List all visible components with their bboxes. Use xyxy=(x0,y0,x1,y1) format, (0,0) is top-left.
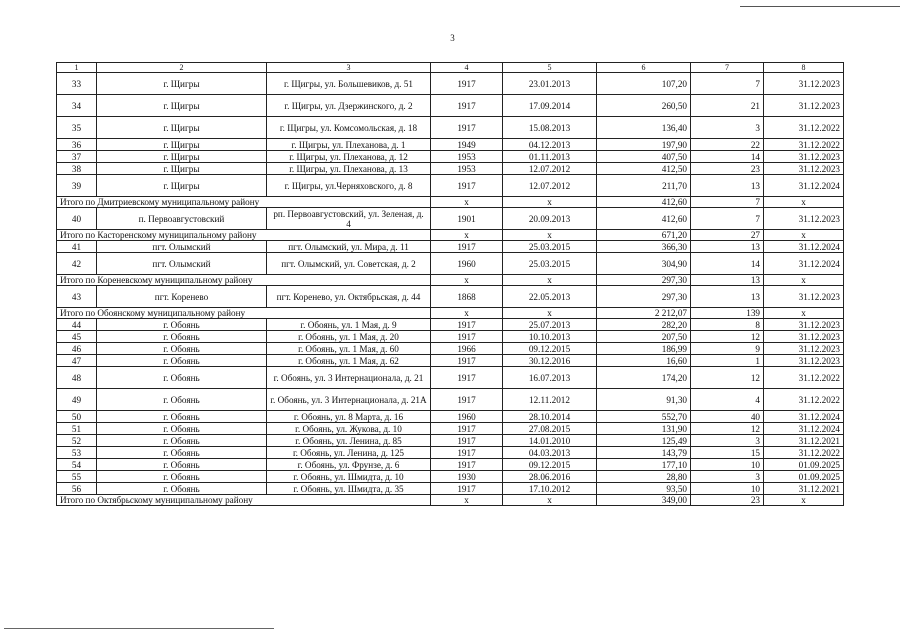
row-number: 48 xyxy=(57,367,97,389)
deadline: 31.12.2024 xyxy=(764,175,844,197)
inclusion-date: 12.07.2012 xyxy=(503,163,597,175)
area: 412,60 xyxy=(597,208,691,230)
total-deadline: x xyxy=(764,275,844,286)
table-row xyxy=(57,95,844,117)
municipality: г. Обоянь xyxy=(97,459,267,471)
municipality: г. Обоянь xyxy=(97,389,267,411)
build-year: 1917 xyxy=(431,423,503,435)
row-number: 41 xyxy=(57,241,97,253)
row-number: 40 xyxy=(57,208,97,230)
municipality: г. Обоянь xyxy=(97,355,267,367)
address: г. Щигры, ул.Черняховского, д. 8 xyxy=(267,175,431,197)
total-area: 349,00 xyxy=(597,495,691,506)
inclusion-date: 23.01.2013 xyxy=(503,73,597,95)
inclusion-date: 20.09.2013 xyxy=(503,208,597,230)
inclusion-date: 12.07.2012 xyxy=(503,175,597,197)
address: г. Обоянь, ул. 1 Мая, д. 60 xyxy=(267,343,431,355)
area: 407,50 xyxy=(597,151,691,163)
deadline: 31.12.2023 xyxy=(764,355,844,367)
inclusion-date: 12.11.2012 xyxy=(503,389,597,411)
build-year: 1917 xyxy=(431,459,503,471)
area: 143,79 xyxy=(597,447,691,459)
inclusion-date: 25.07.2013 xyxy=(503,319,597,331)
total-residents: 23 xyxy=(691,495,764,506)
inclusion-date: 01.11.2013 xyxy=(503,151,597,163)
table-row xyxy=(57,343,844,355)
municipality: г. Обоянь xyxy=(97,435,267,447)
total-year: x xyxy=(431,230,503,241)
address: г. Щигры, ул. Плеханова, д. 1 xyxy=(267,139,431,151)
residents-count: 13 xyxy=(691,286,764,308)
district-total-row xyxy=(57,197,844,208)
inclusion-date: 27.08.2015 xyxy=(503,423,597,435)
header-cell: 3 xyxy=(267,63,431,73)
table-row xyxy=(57,117,844,139)
municipality: пгт. Коренево xyxy=(97,286,267,308)
inclusion-date: 28.10.2014 xyxy=(503,411,597,423)
total-residents: 139 xyxy=(691,308,764,319)
row-number: 53 xyxy=(57,447,97,459)
build-year: 1917 xyxy=(431,95,503,117)
residents-count: 12 xyxy=(691,423,764,435)
build-year: 1930 xyxy=(431,471,503,483)
area: 211,70 xyxy=(597,175,691,197)
total-date: x xyxy=(503,230,597,241)
municipality: г. Щигры xyxy=(97,151,267,163)
deadline: 01.09.2025 xyxy=(764,459,844,471)
table-row xyxy=(57,331,844,343)
residents-count: 13 xyxy=(691,241,764,253)
inclusion-date: 15.08.2013 xyxy=(503,117,597,139)
deadline: 31.12.2024 xyxy=(764,423,844,435)
total-area: 2 212,07 xyxy=(597,308,691,319)
residents-count: 21 xyxy=(691,95,764,117)
address: пгт. Олымский, ул. Советская, д. 2 xyxy=(267,253,431,275)
inclusion-date: 04.03.2013 xyxy=(503,447,597,459)
residents-count: 22 xyxy=(691,139,764,151)
municipality: г. Обоянь xyxy=(97,331,267,343)
address: г. Щигры, ул. Дзержинского, д. 2 xyxy=(267,95,431,117)
residents-count: 10 xyxy=(691,459,764,471)
table-row xyxy=(57,459,844,471)
residents-count: 10 xyxy=(691,483,764,495)
build-year: 1966 xyxy=(431,343,503,355)
district-total-row xyxy=(57,230,844,241)
address: г. Обоянь, ул. Шмидта, д. 10 xyxy=(267,471,431,483)
build-year: 1917 xyxy=(431,73,503,95)
residents-count: 12 xyxy=(691,367,764,389)
table-row xyxy=(57,447,844,459)
address: г. Щигры, ул. Плеханова, д. 12 xyxy=(267,151,431,163)
area: 107,20 xyxy=(597,73,691,95)
table-row xyxy=(57,483,844,495)
address: г. Щигры, ул. Большевиков, д. 51 xyxy=(267,73,431,95)
build-year: 1901 xyxy=(431,208,503,230)
municipality: г. Обоянь xyxy=(97,411,267,423)
total-date: x xyxy=(503,197,597,208)
deadline: 31.12.2023 xyxy=(764,331,844,343)
total-date: x xyxy=(503,308,597,319)
table-row xyxy=(57,253,844,275)
area: 366,30 xyxy=(597,241,691,253)
municipality: г. Обоянь xyxy=(97,319,267,331)
row-number: 36 xyxy=(57,139,97,151)
build-year: 1917 xyxy=(431,117,503,139)
inclusion-date: 09.12.2015 xyxy=(503,343,597,355)
residents-count: 23 xyxy=(691,163,764,175)
total-year: x xyxy=(431,197,503,208)
inclusion-date: 17.09.2014 xyxy=(503,95,597,117)
district-total-row xyxy=(57,275,844,286)
address: г. Обоянь, ул. 8 Марта, д. 16 xyxy=(267,411,431,423)
build-year: 1960 xyxy=(431,411,503,423)
address: пгт. Олымский, ул. Мира, д. 11 xyxy=(267,241,431,253)
residents-count: 14 xyxy=(691,151,764,163)
table-row xyxy=(57,411,844,423)
deadline: 31.12.2022 xyxy=(764,139,844,151)
area: 552,70 xyxy=(597,411,691,423)
table-row xyxy=(57,241,844,253)
area: 260,50 xyxy=(597,95,691,117)
table-row xyxy=(57,319,844,331)
municipality: г. Обоянь xyxy=(97,447,267,459)
inclusion-date: 14.01.2010 xyxy=(503,435,597,447)
district-total-row xyxy=(57,495,844,506)
municipality: г. Щигры xyxy=(97,73,267,95)
area: 186,99 xyxy=(597,343,691,355)
page-number: 3 xyxy=(450,33,455,43)
municipality: г. Щигры xyxy=(97,117,267,139)
residents-count: 13 xyxy=(691,175,764,197)
table-row xyxy=(57,151,844,163)
build-year: 1960 xyxy=(431,253,503,275)
inclusion-date: 16.07.2013 xyxy=(503,367,597,389)
district-total-label: Итого по Октябрьскому муниципальному району xyxy=(57,495,431,506)
municipality: пгт. Олымский xyxy=(97,253,267,275)
row-number: 42 xyxy=(57,253,97,275)
address: г. Обоянь, ул. 1 Мая, д. 62 xyxy=(267,355,431,367)
inclusion-date: 09.12.2015 xyxy=(503,459,597,471)
header-cell: 4 xyxy=(431,63,503,73)
deadline: 31.12.2023 xyxy=(764,286,844,308)
inclusion-date: 10.10.2013 xyxy=(503,331,597,343)
deadline: 31.12.2024 xyxy=(764,411,844,423)
row-number: 54 xyxy=(57,459,97,471)
municipality: г. Щигры xyxy=(97,95,267,117)
row-number: 47 xyxy=(57,355,97,367)
residents-count: 7 xyxy=(691,73,764,95)
table-row xyxy=(57,471,844,483)
build-year: 1917 xyxy=(431,447,503,459)
area: 91,30 xyxy=(597,389,691,411)
row-number: 51 xyxy=(57,423,97,435)
deadline: 31.12.2022 xyxy=(764,389,844,411)
build-year: 1917 xyxy=(431,331,503,343)
residents-count: 8 xyxy=(691,319,764,331)
table-row xyxy=(57,367,844,389)
deadline: 31.12.2023 xyxy=(764,151,844,163)
district-total-label: Итого по Обоянскому муниципальному району xyxy=(57,308,431,319)
build-year: 1917 xyxy=(431,175,503,197)
residents-count: 14 xyxy=(691,253,764,275)
deadline: 31.12.2023 xyxy=(764,163,844,175)
total-area: 297,30 xyxy=(597,275,691,286)
area: 174,20 xyxy=(597,367,691,389)
table-row xyxy=(57,73,844,95)
address: г. Щигры, ул. Плеханова, д. 13 xyxy=(267,163,431,175)
total-deadline: x xyxy=(764,308,844,319)
total-residents: 27 xyxy=(691,230,764,241)
area: 282,20 xyxy=(597,319,691,331)
municipality: г. Щигры xyxy=(97,163,267,175)
inclusion-date: 22.05.2013 xyxy=(503,286,597,308)
municipality: г. Обоянь xyxy=(97,483,267,495)
address: г. Обоянь, ул. Жукова, д. 10 xyxy=(267,423,431,435)
table-row xyxy=(57,208,844,230)
address: г. Щигры, ул. Комсомольская, д. 18 xyxy=(267,117,431,139)
build-year: 1953 xyxy=(431,151,503,163)
build-year: 1917 xyxy=(431,483,503,495)
row-number: 39 xyxy=(57,175,97,197)
total-residents: 7 xyxy=(691,197,764,208)
deadline: 31.12.2023 xyxy=(764,343,844,355)
table-row xyxy=(57,435,844,447)
district-total-row xyxy=(57,308,844,319)
build-year: 1917 xyxy=(431,319,503,331)
municipality: г. Щигры xyxy=(97,139,267,151)
total-year: x xyxy=(431,275,503,286)
municipality: г. Обоянь xyxy=(97,343,267,355)
build-year: 1949 xyxy=(431,139,503,151)
address: г. Обоянь, ул. Ленина, д. 85 xyxy=(267,435,431,447)
row-number: 37 xyxy=(57,151,97,163)
row-number: 44 xyxy=(57,319,97,331)
address: г. Обоянь, ул. 1 Мая, д. 9 xyxy=(267,319,431,331)
header-cell: 1 xyxy=(57,63,97,73)
deadline: 31.12.2023 xyxy=(764,95,844,117)
residents-count: 3 xyxy=(691,117,764,139)
address: г. Обоянь, ул. Ленина, д. 125 xyxy=(267,447,431,459)
inclusion-date: 25.03.2015 xyxy=(503,253,597,275)
district-total-label: Итого по Дмитриевскому муниципальному району xyxy=(57,197,431,208)
total-year: x xyxy=(431,495,503,506)
residents-count: 3 xyxy=(691,435,764,447)
header-cell: 5 xyxy=(503,63,597,73)
build-year: 1953 xyxy=(431,163,503,175)
total-date: x xyxy=(503,275,597,286)
area: 93,50 xyxy=(597,483,691,495)
row-number: 33 xyxy=(57,73,97,95)
registry-table xyxy=(56,62,844,506)
total-deadline: x xyxy=(764,197,844,208)
row-number: 46 xyxy=(57,343,97,355)
area: 207,50 xyxy=(597,331,691,343)
deadline: 31.12.2021 xyxy=(764,435,844,447)
row-number: 38 xyxy=(57,163,97,175)
build-year: 1917 xyxy=(431,241,503,253)
residents-count: 15 xyxy=(691,447,764,459)
residents-count: 7 xyxy=(691,208,764,230)
area: 197,90 xyxy=(597,139,691,151)
area: 125,49 xyxy=(597,435,691,447)
area: 28,80 xyxy=(597,471,691,483)
municipality: г. Обоянь xyxy=(97,367,267,389)
deadline: 31.12.2022 xyxy=(764,117,844,139)
address: г. Обоянь, ул. 3 Интернационала, д. 21 xyxy=(267,367,431,389)
table-row xyxy=(57,175,844,197)
address: г. Обоянь, ул. Фрунзе, д. 6 xyxy=(267,459,431,471)
residents-count: 4 xyxy=(691,389,764,411)
municipality: г. Щигры xyxy=(97,175,267,197)
total-date: x xyxy=(503,495,597,506)
inclusion-date: 28.06.2016 xyxy=(503,471,597,483)
build-year: 1917 xyxy=(431,435,503,447)
top-rule xyxy=(740,6,900,7)
row-number: 50 xyxy=(57,411,97,423)
deadline: 31.12.2022 xyxy=(764,447,844,459)
area: 131,90 xyxy=(597,423,691,435)
residents-count: 9 xyxy=(691,343,764,355)
row-number: 56 xyxy=(57,483,97,495)
table-row xyxy=(57,355,844,367)
area: 136,40 xyxy=(597,117,691,139)
build-year: 1917 xyxy=(431,355,503,367)
row-number: 52 xyxy=(57,435,97,447)
deadline: 31.12.2022 xyxy=(764,367,844,389)
row-number: 34 xyxy=(57,95,97,117)
table-row xyxy=(57,423,844,435)
area: 297,30 xyxy=(597,286,691,308)
deadline: 31.12.2024 xyxy=(764,241,844,253)
total-deadline: x xyxy=(764,495,844,506)
header-cell: 7 xyxy=(691,63,764,73)
address: г. Обоянь, ул. 1 Мая, д. 20 xyxy=(267,331,431,343)
area: 304,90 xyxy=(597,253,691,275)
header-cell: 2 xyxy=(97,63,267,73)
total-area: 412,60 xyxy=(597,197,691,208)
column-number-header xyxy=(57,63,844,73)
deadline: 31.12.2023 xyxy=(764,73,844,95)
area: 177,10 xyxy=(597,459,691,471)
address: г. Обоянь, ул. 3 Интернационала, д. 21А xyxy=(267,389,431,411)
area: 16,60 xyxy=(597,355,691,367)
municipality: пгт. Олымский xyxy=(97,241,267,253)
deadline: 01.09.2025 xyxy=(764,471,844,483)
deadline: 31.12.2024 xyxy=(764,253,844,275)
row-number: 43 xyxy=(57,286,97,308)
total-year: x xyxy=(431,308,503,319)
row-number: 49 xyxy=(57,389,97,411)
header-cell: 8 xyxy=(764,63,844,73)
table-row xyxy=(57,389,844,411)
bottom-rule xyxy=(4,628,274,629)
build-year: 1917 xyxy=(431,389,503,411)
inclusion-date: 30.12.2016 xyxy=(503,355,597,367)
residents-count: 12 xyxy=(691,331,764,343)
deadline: 31.12.2021 xyxy=(764,483,844,495)
build-year: 1868 xyxy=(431,286,503,308)
inclusion-date: 25.03.2015 xyxy=(503,241,597,253)
row-number: 35 xyxy=(57,117,97,139)
address: пгт. Коренево, ул. Октябрьская, д. 44 xyxy=(267,286,431,308)
deadline: 31.12.2023 xyxy=(764,208,844,230)
total-residents: 13 xyxy=(691,275,764,286)
build-year: 1917 xyxy=(431,367,503,389)
row-number: 55 xyxy=(57,471,97,483)
deadline: 31.12.2023 xyxy=(764,319,844,331)
table-row xyxy=(57,139,844,151)
total-deadline: x xyxy=(764,230,844,241)
inclusion-date: 04.12.2013 xyxy=(503,139,597,151)
row-number: 45 xyxy=(57,331,97,343)
table-row xyxy=(57,163,844,175)
district-total-label: Итого по Кореневскому муниципальному району xyxy=(57,275,431,286)
address: г. Обоянь, ул. Шмидта, д. 35 xyxy=(267,483,431,495)
district-total-label: Итого по Касторенскому муниципальному району xyxy=(57,230,431,241)
municipality: г. Обоянь xyxy=(97,423,267,435)
total-area: 671,20 xyxy=(597,230,691,241)
area: 412,50 xyxy=(597,163,691,175)
residents-count: 40 xyxy=(691,411,764,423)
municipality: г. Обоянь xyxy=(97,471,267,483)
table-row xyxy=(57,286,844,308)
residents-count: 3 xyxy=(691,471,764,483)
header-cell: 6 xyxy=(597,63,691,73)
municipality: п. Первоавгустовский xyxy=(97,208,267,230)
address: рп. Первоавгустовский, ул. Зеленая, д. 4 xyxy=(267,208,431,230)
inclusion-date: 17.10.2012 xyxy=(503,483,597,495)
residents-count: 1 xyxy=(691,355,764,367)
